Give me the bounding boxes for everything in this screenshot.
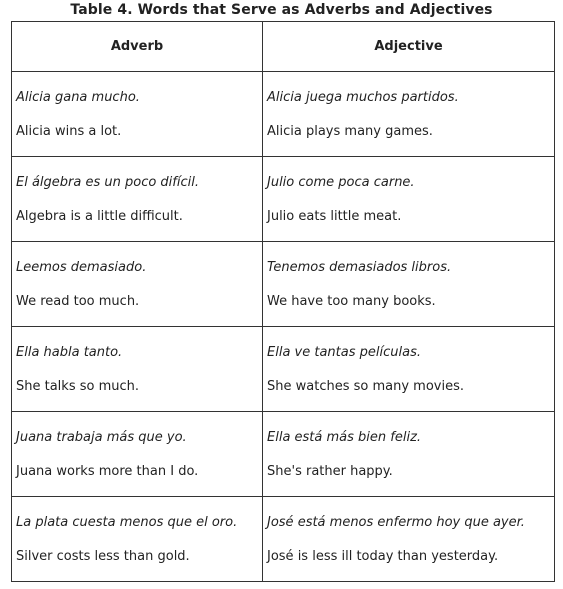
english-translation: Silver costs less than gold. <box>16 549 190 564</box>
english-translation: We read too much. <box>16 294 140 309</box>
english-translation: Alicia wins a lot. <box>16 124 122 139</box>
english-translation: Alicia plays many games. <box>267 124 433 139</box>
english-translation: She's rather happy. <box>267 464 393 479</box>
table-row <box>12 412 555 497</box>
adjective-cell <box>263 242 555 327</box>
spanish-sentence: Juana trabaja más que yo. <box>16 430 187 445</box>
adverb-cell <box>12 157 263 242</box>
adverb-cell <box>12 242 263 327</box>
spanish-sentence: El álgebra es un poco difícil. <box>16 175 199 190</box>
english-translation: Juana works more than I do. <box>16 464 199 479</box>
table-row <box>12 242 555 327</box>
spanish-sentence: Ella ve tantas películas. <box>267 345 421 360</box>
spanish-sentence: Alicia juega muchos partidos. <box>267 90 459 105</box>
table-row <box>12 327 555 412</box>
header-row <box>12 22 555 72</box>
adjective-cell <box>263 72 555 157</box>
spanish-sentence: Alicia gana mucho. <box>16 90 140 105</box>
spanish-sentence: Ella habla tanto. <box>16 345 123 360</box>
words-table <box>11 21 555 582</box>
table-caption: Table 4. Words that Serve as Adverbs and Adjectives <box>70 2 493 18</box>
spanish-sentence: Leemos demasiado. <box>16 260 147 275</box>
english-translation: José is less ill today than yesterday. <box>267 549 499 564</box>
spanish-sentence: Tenemos demasiados libros. <box>267 260 452 275</box>
adverb-cell <box>12 327 263 412</box>
spanish-sentence: La plata cuesta menos que el oro. <box>16 515 238 530</box>
spanish-sentence: José está menos enfermo hoy que ayer. <box>267 515 525 530</box>
english-translation: Julio eats little meat. <box>267 209 402 224</box>
table-row <box>12 72 555 157</box>
adjective-cell <box>263 497 555 582</box>
adverb-cell <box>12 72 263 157</box>
adjective-cell <box>263 157 555 242</box>
english-translation: We have too many books. <box>267 294 436 309</box>
spanish-sentence: Ella está más bien feliz. <box>267 430 422 445</box>
english-translation: She watches so many movies. <box>267 379 464 394</box>
english-translation: She talks so much. <box>16 379 140 394</box>
english-translation: Algebra is a little difficult. <box>16 209 183 224</box>
table-row <box>12 157 555 242</box>
adjective-cell <box>263 327 555 412</box>
adjective-cell <box>263 412 555 497</box>
adverb-cell <box>12 412 263 497</box>
adjective-column-header: Adjective <box>263 22 555 72</box>
adverb-cell <box>12 497 263 582</box>
spanish-sentence: Julio come poca carne. <box>267 175 415 190</box>
table-row <box>12 497 555 582</box>
adverb-column-header: Adverb <box>12 22 263 72</box>
